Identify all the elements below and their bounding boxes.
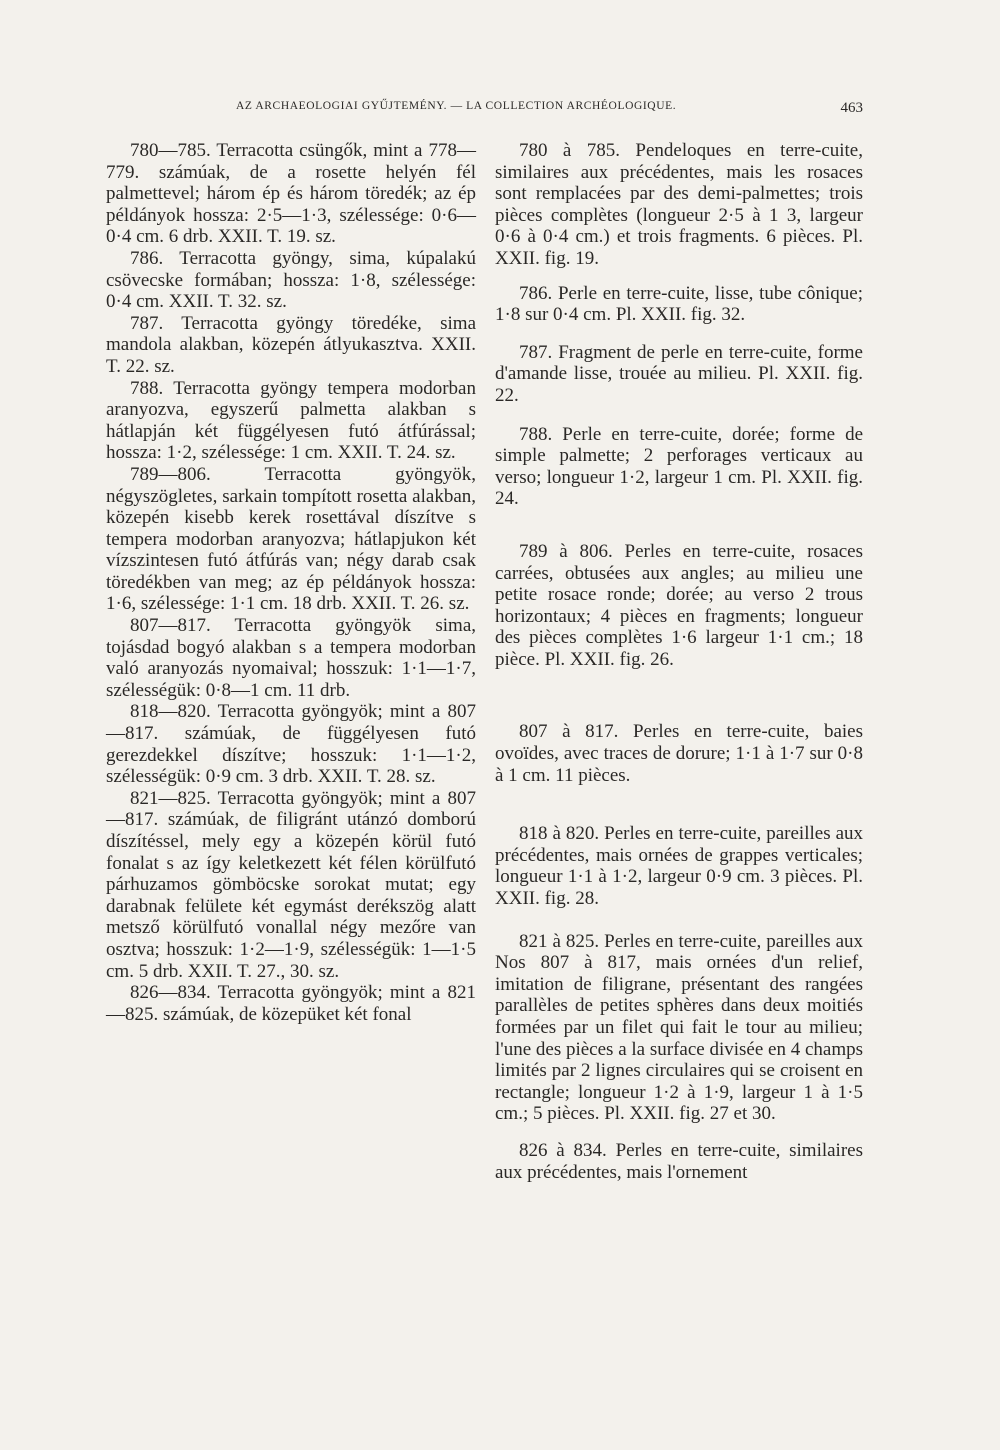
hungarian-column bbox=[106, 140, 476, 1025]
entry-fr-780-785: 780 à 785. Pendeloques en terre-cuite, similaires aux précédentes, mais les rosaces sont remplacées par des demi-palmettes; trois pièces complètes (longueur 2·5 à 1 3, largeur 0·6 à 0·4 cm.) et trois fragments. 6 pièces. Pl. XXII. fig. 19. bbox=[495, 140, 863, 269]
entry-hu-780-785: 780—785. Terracotta csüngők, mint a 778—779. számúak, de a rosette helyén fél palmettevel; három ép és három töredék; az ép példányok hossza: 2·5—1·3, szélessége: 0·6—0·4 cm. 6 drb. XXII. T. 19. sz. bbox=[106, 140, 476, 248]
entry-hu-821-825: 821—825. Terracotta gyöngyök; mint a 807—817. számúak, de filigránt utánzó domború díszítéssel, mely egy a közepén körül futó fonalat s az így keletkezett két félen körülfutó párhuzamos gömböcske sorokat mutat; egy darabnak felülete két egymást derékszög alatt metsző körülfutó vonallal négy mezőre van osztva; hosszuk: 1·2—1·9, szélességük: 1—1·5 cm. 5 drb. XXII. T. 27., 30. sz. bbox=[106, 787, 476, 982]
entry-fr-807-817: 807 à 817. Perles en terre-cuite, baies ovoïdes, avec traces de dorure; 1·1 à 1·7 sur 0·8 à 1 cm. 11 pièces. bbox=[495, 721, 863, 786]
entry-hu-788: 788. Terracotta gyöngy tempera modorban aranyozva, egyszerű palmetta alakban s hátlapján két függélyesen futó átfúrással; hossza: 1·2, szélessége: 1 cm. XXII. T. 24. sz. bbox=[106, 377, 476, 464]
french-column bbox=[495, 140, 863, 1183]
entry-hu-807-817: 807—817. Terracotta gyöngyök sima, tojásdad bogyó alakban s a tempera modorban való aranyozás nyomaival; hosszuk: 1·1—1·7, szélességük: 0·8—1 cm. 11 drb. bbox=[106, 615, 476, 701]
entry-hu-786: 786. Terracotta gyöngy, sima, kúpalakú csövecske formában; hossza: 1·8, szélessége: 0·4 cm. XXII. T. 32. sz. bbox=[106, 247, 476, 313]
entry-hu-826-834: 826—834. Terracotta gyöngyök; mint a 821—825. számúak, de közepüket két fonal bbox=[106, 982, 476, 1025]
entry-hu-818-820: 818—820. Terracotta gyöngyök; mint a 807—817. számúak, de függélyesen futó gerezdekkel díszítve; hosszuk: 1·1—1·2, szélességük: 0·9 cm. 3 drb. XXII. T. 28. sz. bbox=[106, 701, 476, 788]
page-number: 463 bbox=[840, 100, 863, 116]
entry-hu-787: 787. Terracotta gyöngy töredéke, sima mandola alakban, közepén átlyukasztva. XXII. T. 22. sz. bbox=[106, 312, 476, 377]
entry-fr-788: 788. Perle en terre-cuite, dorée; forme de simple palmette; 2 perforages verticaux au verso; longueur 1·2, largeur 1 cm. Pl. XXII. fig. 24. bbox=[495, 423, 863, 510]
entry-fr-818-820: 818 à 820. Perles en terre-cuite, pareilles aux précédentes, mais ornées de grappes verticales; longueur 1·1 à 1·2, largeur 0·9 cm. 3 pièces. Pl. XXII. fig. 28. bbox=[495, 823, 863, 910]
entry-fr-826-834: 826 à 834. Perles en terre-cuite, similaires aux précédentes, mais l'ornement bbox=[495, 1139, 863, 1183]
entry-fr-786: 786. Perle en terre-cuite, lisse, tube cônique; 1·8 sur 0·4 cm. Pl. XXII. fig. 32. bbox=[495, 282, 863, 326]
entry-fr-787: 787. Fragment de perle en terre-cuite, forme d'amande lisse, trouée au milieu. Pl. XXII. fig. 22. bbox=[495, 341, 863, 406]
running-head: AZ ARCHAEOLOGIAI GYŰJTEMÉNY. — LA COLLECTION ARCHÉOLOGIQUE. bbox=[236, 100, 677, 112]
entry-hu-789-806: 789—806. Terracotta gyöngyök, négyszögletes, sarkain tompított rosetta alakban, közepén kisebb kerek rosettával díszítve s tempera modorban aranyozva; hátlapjukon két vízszintesen futó átfúrás van; négy darab csak töredékben van meg; az ép példányok hossza: 1·6, szélessége: 1·1 cm. 18 drb. XXII. T. 26. sz. bbox=[106, 463, 476, 615]
page-header bbox=[0, 100, 1000, 120]
entry-fr-821-825: 821 à 825. Perles en terre-cuite, pareilles aux Nos 807 à 817, mais ornées d'un relief, imitation de filigrane, présentant des rangées parallèles de petites sphères dans deux moitiés formées par un filet qui fait le tour au milieu; l'une des pièces a la surface divisée en 4 champs limités par 2 lignes circulaires qui se croisent en rectangle; longueur 1·2 à 1·9, largeur 1 à 1·5 cm.; 5 pièces. Pl. XXII. fig. 27 et 30. bbox=[495, 930, 863, 1125]
entry-fr-789-806: 789 à 806. Perles en terre-cuite, rosaces carrées, obtusées aux angles; au milieu une petite rosace ronde; dorée; au verso 2 trous horizontaux; 4 pièces en fragments; longueur des pièces complètes 1·6 largeur 1·1 cm.; 18 pièce. Pl. XXII. fig. 26. bbox=[495, 540, 863, 670]
